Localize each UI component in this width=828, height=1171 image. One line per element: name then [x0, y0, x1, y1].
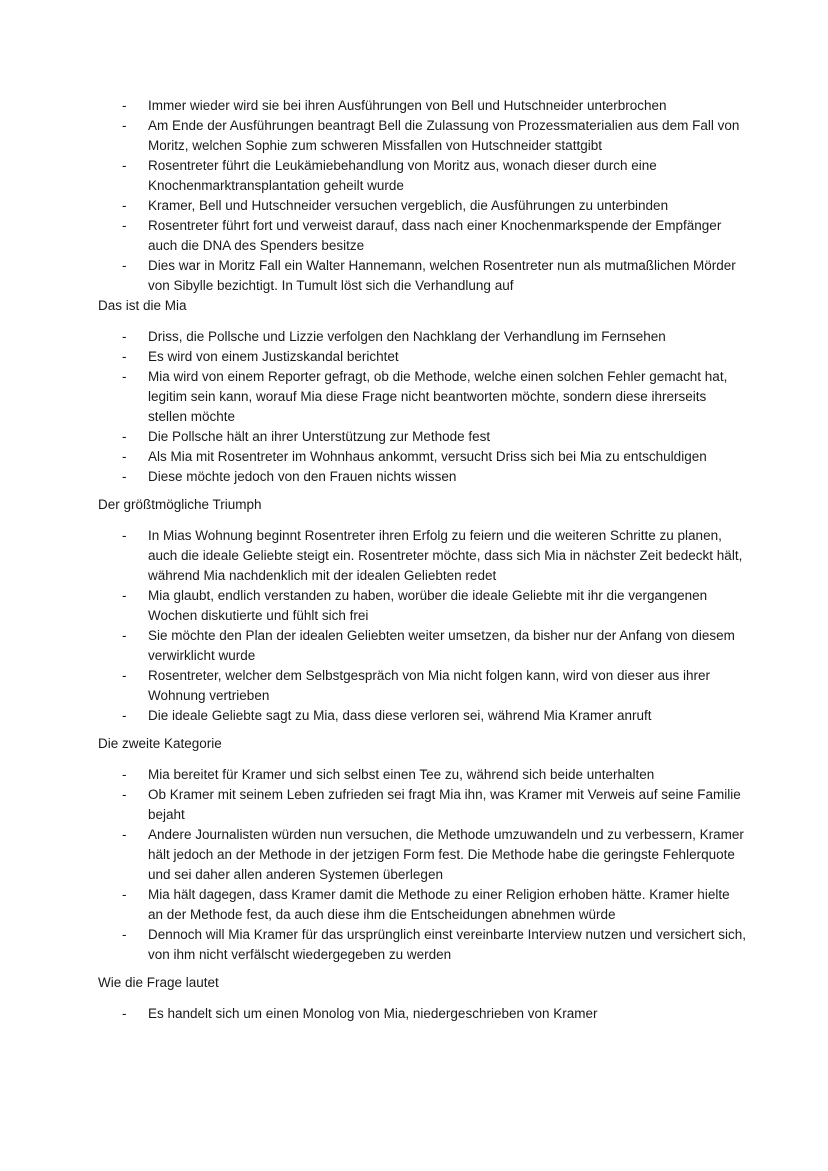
list-item — [98, 116, 748, 156]
section-bullet-list — [98, 1004, 748, 1024]
list-item — [98, 885, 748, 925]
bullet-dash: - — [122, 329, 127, 344]
section-heading: Das ist die Mia — [98, 298, 187, 313]
list-item-text: Rosentreter führt die Leukämiebehandlung von Moritz aus, wonach dieser durch eine Knochenmarktransplantation geheilt wurde — [148, 158, 657, 193]
list-item — [98, 925, 748, 965]
section-bullet-list — [98, 526, 748, 726]
list-item-text: Diese möchte jedoch von den Frauen nichts wissen — [148, 469, 457, 484]
list-item-text: Am Ende der Ausführungen beantragt Bell die Zulassung von Prozessmaterialien aus dem Fall von Moritz, welchen Sophie zum schweren Missfallen von Hutschneider stattgibt — [148, 118, 740, 153]
list-item — [98, 447, 748, 467]
list-item-text: Es wird von einem Justizskandal berichtet — [148, 349, 399, 364]
list-item — [98, 666, 748, 706]
list-item — [98, 785, 748, 825]
bullet-dash: - — [122, 708, 127, 723]
list-item-text: Mia glaubt, endlich verstanden zu haben, worüber die ideale Geliebte mit ihr die vergangenen Wochen diskutierte und fühlt sich frei — [148, 588, 708, 623]
document-content — [98, 96, 748, 1024]
list-item-text: Ob Kramer mit seinem Leben zufrieden sei fragt Mia ihn, was Kramer mit Verweis auf seine Familie bejaht — [148, 787, 741, 822]
list-item-text: Kramer, Bell und Hutschneider versuchen vergeblich, die Ausführungen zu unterbinden — [148, 198, 669, 213]
list-item — [98, 156, 748, 196]
list-item-text: Als Mia mit Rosentreter im Wohnhaus ankommt, versucht Driss sich bei Mia zu entschuldigen — [148, 449, 707, 464]
list-item — [98, 256, 748, 296]
bullet-dash: - — [122, 469, 127, 484]
list-item-text: Dennoch will Mia Kramer für das ursprünglich einst vereinbarte Interview nutzen und versichert sich, von ihm nicht verfälscht wiedergegeben zu werden — [148, 927, 747, 962]
bullet-dash: - — [122, 927, 127, 942]
bullet-dash: - — [122, 258, 127, 273]
section-bullet-list — [98, 327, 748, 487]
bullet-dash: - — [122, 158, 127, 173]
section-heading: Die zweite Kategorie — [98, 736, 222, 751]
list-item — [98, 526, 748, 586]
section-heading: Wie die Frage lautet — [98, 975, 219, 990]
list-item — [98, 825, 748, 885]
list-item-text: Dies war in Moritz Fall ein Walter Hannemann, welchen Rosentreter nun als mutmaßlichen Mörder von Sibylle bezichtigt. In Tumult löst sich die Verhandlung auf — [148, 258, 736, 293]
section-der-groesstmoegliche-triumph — [98, 495, 748, 726]
list-item — [98, 427, 748, 447]
list-item-text: Immer wieder wird sie bei ihren Ausführungen von Bell und Hutschneider unterbrochen — [148, 98, 667, 113]
bullet-dash: - — [122, 827, 127, 842]
list-item-text: Rosentreter, welcher dem Selbstgespräch von Mia nicht folgen kann, wird von dieser aus ihrer Wohnung vertrieben — [148, 668, 711, 703]
bullet-dash: - — [122, 429, 127, 444]
bullet-dash: - — [122, 369, 127, 384]
list-item — [98, 467, 748, 487]
bullet-dash: - — [122, 588, 127, 603]
intro-bullet-list — [98, 96, 748, 296]
list-item — [98, 216, 748, 256]
list-item-text: Mia bereitet für Kramer und sich selbst einen Tee zu, während sich beide unterhalten — [148, 767, 655, 782]
list-item — [98, 196, 748, 216]
list-item-text: Die ideale Geliebte sagt zu Mia, dass diese verloren sei, während Mia Kramer anruft — [148, 708, 652, 723]
bullet-dash: - — [122, 218, 127, 233]
list-item — [98, 626, 748, 666]
list-item — [98, 347, 748, 367]
list-item — [98, 586, 748, 626]
bullet-dash: - — [122, 98, 127, 113]
bullet-dash: - — [122, 1006, 127, 1021]
bullet-dash: - — [122, 628, 127, 643]
bullet-dash: - — [122, 668, 127, 683]
section-heading: Der größtmögliche Triumph — [98, 497, 262, 512]
list-item-text: Driss, die Pollsche und Lizzie verfolgen den Nachklang der Verhandlung im Fernsehen — [148, 329, 666, 344]
section-das-ist-die-mia — [98, 296, 748, 487]
section-wie-die-frage-lautet — [98, 973, 748, 1024]
list-item-text: Andere Journalisten würden nun versuchen, die Methode umzuwandeln und zu verbessern, Kramer hält jedoch an der Methode in der jetzigen Form fest. Die Methode habe die geringste Fehlerquote und sei daher allen anderen Systemen überlegen — [148, 827, 744, 882]
bullet-dash: - — [122, 767, 127, 782]
list-item-text: Die Pollsche hält an ihrer Unterstützung zur Methode fest — [148, 429, 491, 444]
bullet-dash: - — [122, 787, 127, 802]
list-item-text: Sie möchte den Plan der idealen Geliebten weiter umsetzen, da bisher nur der Anfang von diesem verwirklicht wurde — [148, 628, 735, 663]
bullet-dash: - — [122, 349, 127, 364]
list-item — [98, 1004, 748, 1024]
list-item — [98, 327, 748, 347]
list-item-text: Mia hält dagegen, dass Kramer damit die Methode zu einer Religion erhoben hätte. Kramer hielte an der Methode fest, da auch diese ihm die Entscheidungen abnehmen würde — [148, 887, 730, 922]
section-bullet-list — [98, 765, 748, 965]
list-item — [98, 96, 748, 116]
bullet-dash: - — [122, 528, 127, 543]
list-item — [98, 706, 748, 726]
bullet-dash: - — [122, 118, 127, 133]
bullet-dash: - — [122, 887, 127, 902]
list-item-text: Rosentreter führt fort und verweist darauf, dass nach einer Knochenmarkspende der Empfänger auch die DNA des Spenders besitze — [148, 218, 722, 253]
bullet-dash: - — [122, 198, 127, 213]
list-item-text: In Mias Wohnung beginnt Rosentreter ihren Erfolg zu feiern und die weiteren Schritte zu planen, auch die ideale Geliebte steigt ein. Rosentreter möchte, dass sich Mia in nächster Zeit bedeckt hält, während Mia nachdenklich mit der idealen Geliebten redet — [148, 528, 743, 583]
bullet-dash: - — [122, 449, 127, 464]
section-die-zweite-kategorie — [98, 734, 748, 965]
list-item — [98, 367, 748, 427]
list-item-text: Es handelt sich um einen Monolog von Mia, niedergeschrieben von Kramer — [148, 1006, 598, 1021]
list-item — [98, 765, 748, 785]
list-item-text: Mia wird von einem Reporter gefragt, ob die Methode, welche einen solchen Fehler gemacht hat, legitim sein kann, worauf Mia diese Frage nicht beantworten möchte, sondern diese ihrerseits stellen möchte — [148, 369, 728, 424]
